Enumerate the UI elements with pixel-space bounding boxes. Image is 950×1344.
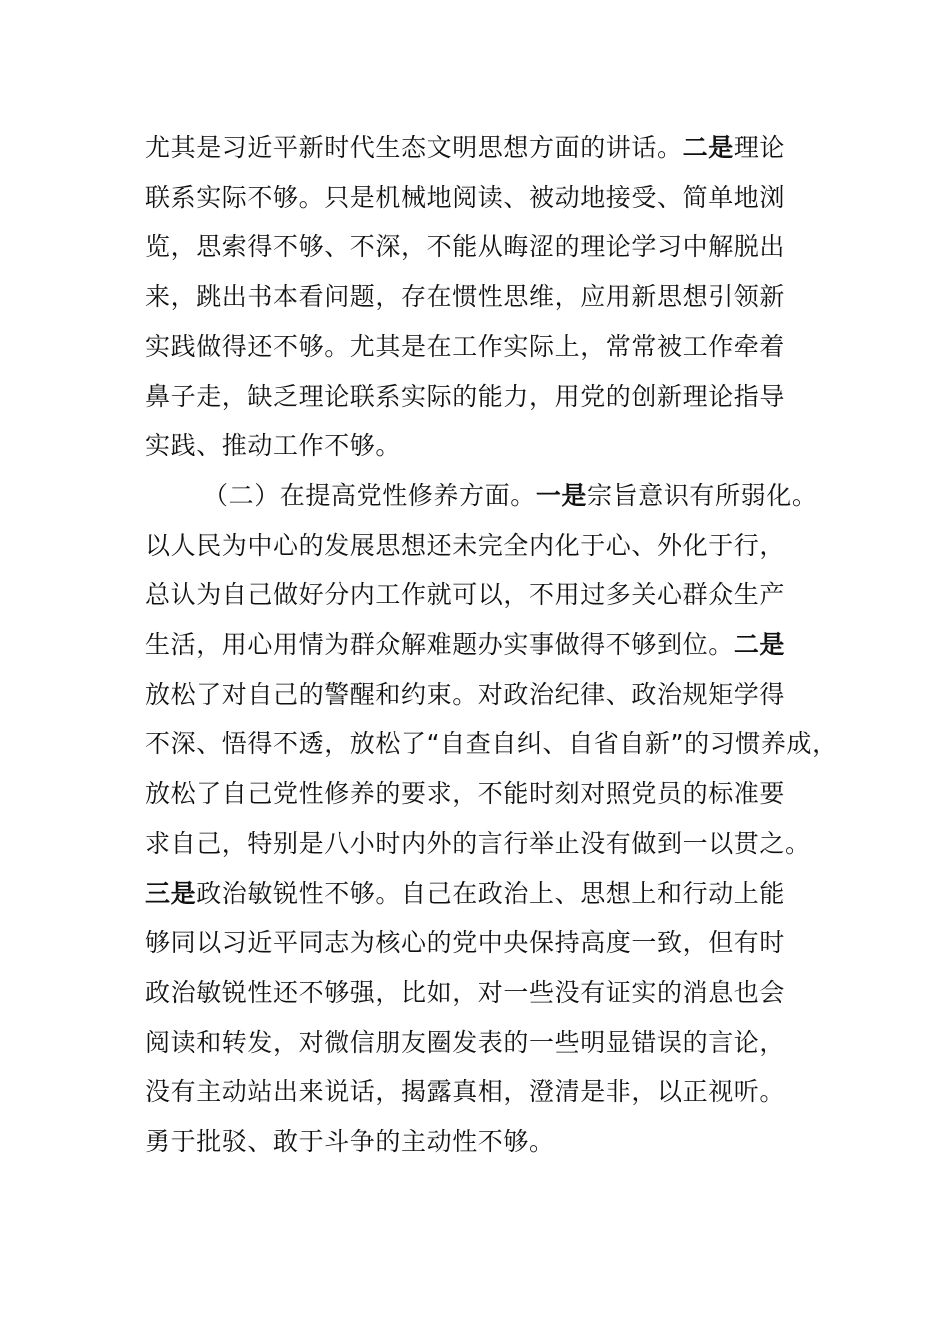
text-line xyxy=(145,377,785,417)
text-line xyxy=(145,575,785,615)
line-text: 放松了自己党性修养的要求，不能时刻对照党员的标准要 xyxy=(145,779,786,808)
emphasis-text: 一是 xyxy=(535,481,588,510)
line-text: 阅读和转发，对微信朋友圈发表的一些明显错误的言论， xyxy=(145,1028,786,1057)
line-text: 总认为自己做好分内工作就可以，不用过多关心群众生产 xyxy=(145,580,786,609)
line-text: 实践、推动工作不够。 xyxy=(145,431,402,460)
line-text: 不深、悟得不透，放松了“自查自纠、自省自新”的习惯养成， xyxy=(145,729,838,758)
text-line xyxy=(145,923,785,963)
text-line xyxy=(145,426,401,466)
line-text: 以人民为中心的发展思想还未完全内化于心、外化于行， xyxy=(145,531,786,560)
text-line xyxy=(145,526,785,566)
line-text: 放松了对自己的警醒和约束。对政治纪律、政治规矩学得 xyxy=(145,680,786,709)
text-line xyxy=(145,874,785,914)
line-text: 求自己，特别是八小时内外的言行举止没有做到一以贯之。 xyxy=(145,829,811,858)
line-text: 没有主动站出来说话，揭露真相，澄清是非，以正视听。 xyxy=(145,1077,786,1106)
line-text: 联系实际不够。只是机械地阅读、被动地接受、简单地浏 xyxy=(145,183,786,212)
line-text: 宗旨意识有所弱化。 xyxy=(587,481,818,510)
text-line xyxy=(145,327,785,367)
emphasis-text: 二是 xyxy=(682,133,734,162)
line-text: 鼻子走，缺乏理论联系实际的能力，用党的创新理论指导 xyxy=(145,382,786,411)
text-line xyxy=(145,824,811,864)
line-text: 理论 xyxy=(733,133,786,162)
text-line xyxy=(145,1072,785,1112)
text-line xyxy=(145,1122,555,1162)
line-text: 政治敏锐性不够。自己在政治上、思想上和行动上能 xyxy=(196,879,786,908)
text-line xyxy=(145,1023,785,1063)
text-line xyxy=(145,774,785,814)
line-text: 览，思索得不够、不深，不能从晦涩的理论学习中解脱出 xyxy=(145,232,786,261)
line-text: 实践做得还不够。尤其是在工作实际上，常常被工作牵着 xyxy=(145,332,786,361)
line-text: 政治敏锐性还不够强，比如，对一些没有证实的消息也会 xyxy=(145,978,786,1007)
line-text: 来，跳出书本看问题，存在惯性思维，应用新思想引领新 xyxy=(145,282,786,311)
line-text: （二）在提高党性修养方面。 xyxy=(203,481,536,510)
text-line xyxy=(145,625,785,665)
text-line xyxy=(145,675,785,715)
emphasis-text: 三是 xyxy=(145,879,197,908)
text-line xyxy=(145,178,785,218)
line-text: 生活，用心用情为群众解难题办实事做得不够到位。 xyxy=(145,630,734,659)
text-line xyxy=(145,227,785,267)
line-text: 够同以习近平同志为核心的党中央保持高度一致，但有时 xyxy=(145,928,786,957)
line-text: 尤其是习近平新时代生态文明思想方面的讲话。 xyxy=(145,133,683,162)
text-line xyxy=(145,973,785,1013)
text-line xyxy=(145,277,785,317)
text-line xyxy=(145,128,785,168)
emphasis-text: 二是 xyxy=(733,630,786,659)
line-text: 勇于批驳、敢于斗争的主动性不够。 xyxy=(145,1127,555,1156)
paragraph-first-line xyxy=(203,476,817,516)
text-line xyxy=(145,724,838,764)
